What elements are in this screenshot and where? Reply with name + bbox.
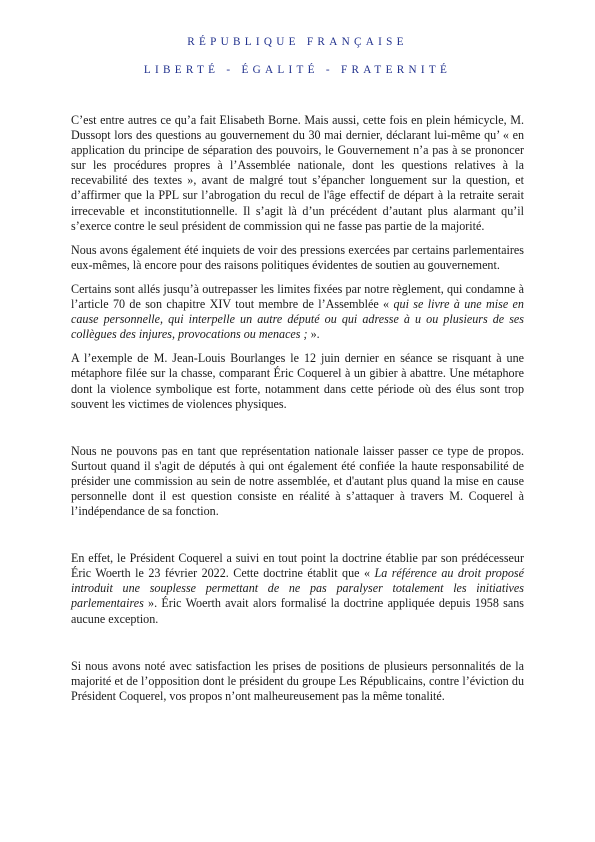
paragraph-1: C’est entre autres ce qu’a fait Elisabeth Borne. Mais aussi, cette fois en plein hémicycle, M. Dussopt lors des questions au gouvernement du 30 mai dernier, déclarant lui-même qu’ « en application du principe de séparation des pouvoirs, le Gouvernement n’a pas à se prononcer sur les procédures propres à l’Assemblée nationale, dont les questions relatives à la recevabilité des textes », avant de malgré tout s’épancher longuement sur la question, et d’affirmer que la PPL sur l’abrogation du recul de l'âge effectif de départ à la retraite serait irrecevable et inconstitutionnelle. Il s’agit là d’un précédent d’autant plus alarmant qu’il s’exerce contre le seul président de commission qui ne fasse pas partie de la majorité. (71, 113, 524, 233)
letter-body (71, 113, 524, 704)
paragraph-3-quote: qui se livre à une mise en cause personnelle, qui interpelle un autre député ou qui adresse à u ou plusieurs de ses collègues des injures, provocations ou menaces ; (71, 297, 524, 342)
paragraph-6-text: En effet, le Président Coquerel a suivi en tout point la doctrine établie par son prédécesseur Éric Woerth le 23 février 2022. Cette doctrine établit que « (71, 551, 524, 581)
header-republique: RÉPUBLIQUE FRANÇAISE (187, 36, 408, 48)
paragraph-6 (71, 551, 524, 626)
paragraph-3 (71, 282, 524, 342)
paragraph-5: Nous ne pouvons pas en tant que représentation nationale laisser passer ce type de propos. Surtout quand il s'agit de députés à qui ont également été confiée la haute responsabilité de présider une commission au sein de notre assemblée, et d'autant plus quand la mise en cause personnelle dont il est question consiste en réalité à s’attaquer à travers M. Coquerel à l’indépendance de sa fonction. (71, 443, 524, 519)
paragraph-6-end: ». Éric Woerth avait alors formalisé la doctrine appliquée depuis 1958 sans aucune exception. (71, 596, 524, 626)
paragraph-3-text: Certains sont allés jusqu’à outrepasser les limites fixées par notre règlement, qui condamne à l’article 70 de son chapitre XIV tout membre de l’Assemblée « (71, 281, 524, 312)
paragraph-2: Nous avons également été inquiets de voir des pressions exercées par certains parlementaires eux-mêmes, là encore pour des raisons politiques évidentes de soutien au gouvernement. (71, 242, 524, 272)
paragraph-7: Si nous avons noté avec satisfaction les prises de positions de plusieurs personnalités de la majorité et de l’opposition dont le président du groupe Les Républicains, contre l’éviction du Président Coquerel, vos propos n’ont malheureusement pas la même tonalité. (71, 658, 524, 703)
paragraph-4: A l’exemple de M. Jean-Louis Bourlanges le 12 juin dernier en séance se risquant à une métaphore filée sur la chasse, comparant Éric Coquerel à un gibier à abattre. Une métaphore dont la violence symbolique est forte, notamment dans cette période où des élus sont trop souvent les victimes de violences physiques. (71, 351, 524, 411)
paragraph-6-quote: La référence au droit proposé introduit une souplesse permettant de ne pas paralyser totalement les initiatives parlementaires (71, 566, 524, 611)
header-devise: LIBERTÉ - ÉGALITÉ - FRATERNITÉ (143, 64, 452, 76)
paragraph-3-end: ». (307, 327, 320, 342)
